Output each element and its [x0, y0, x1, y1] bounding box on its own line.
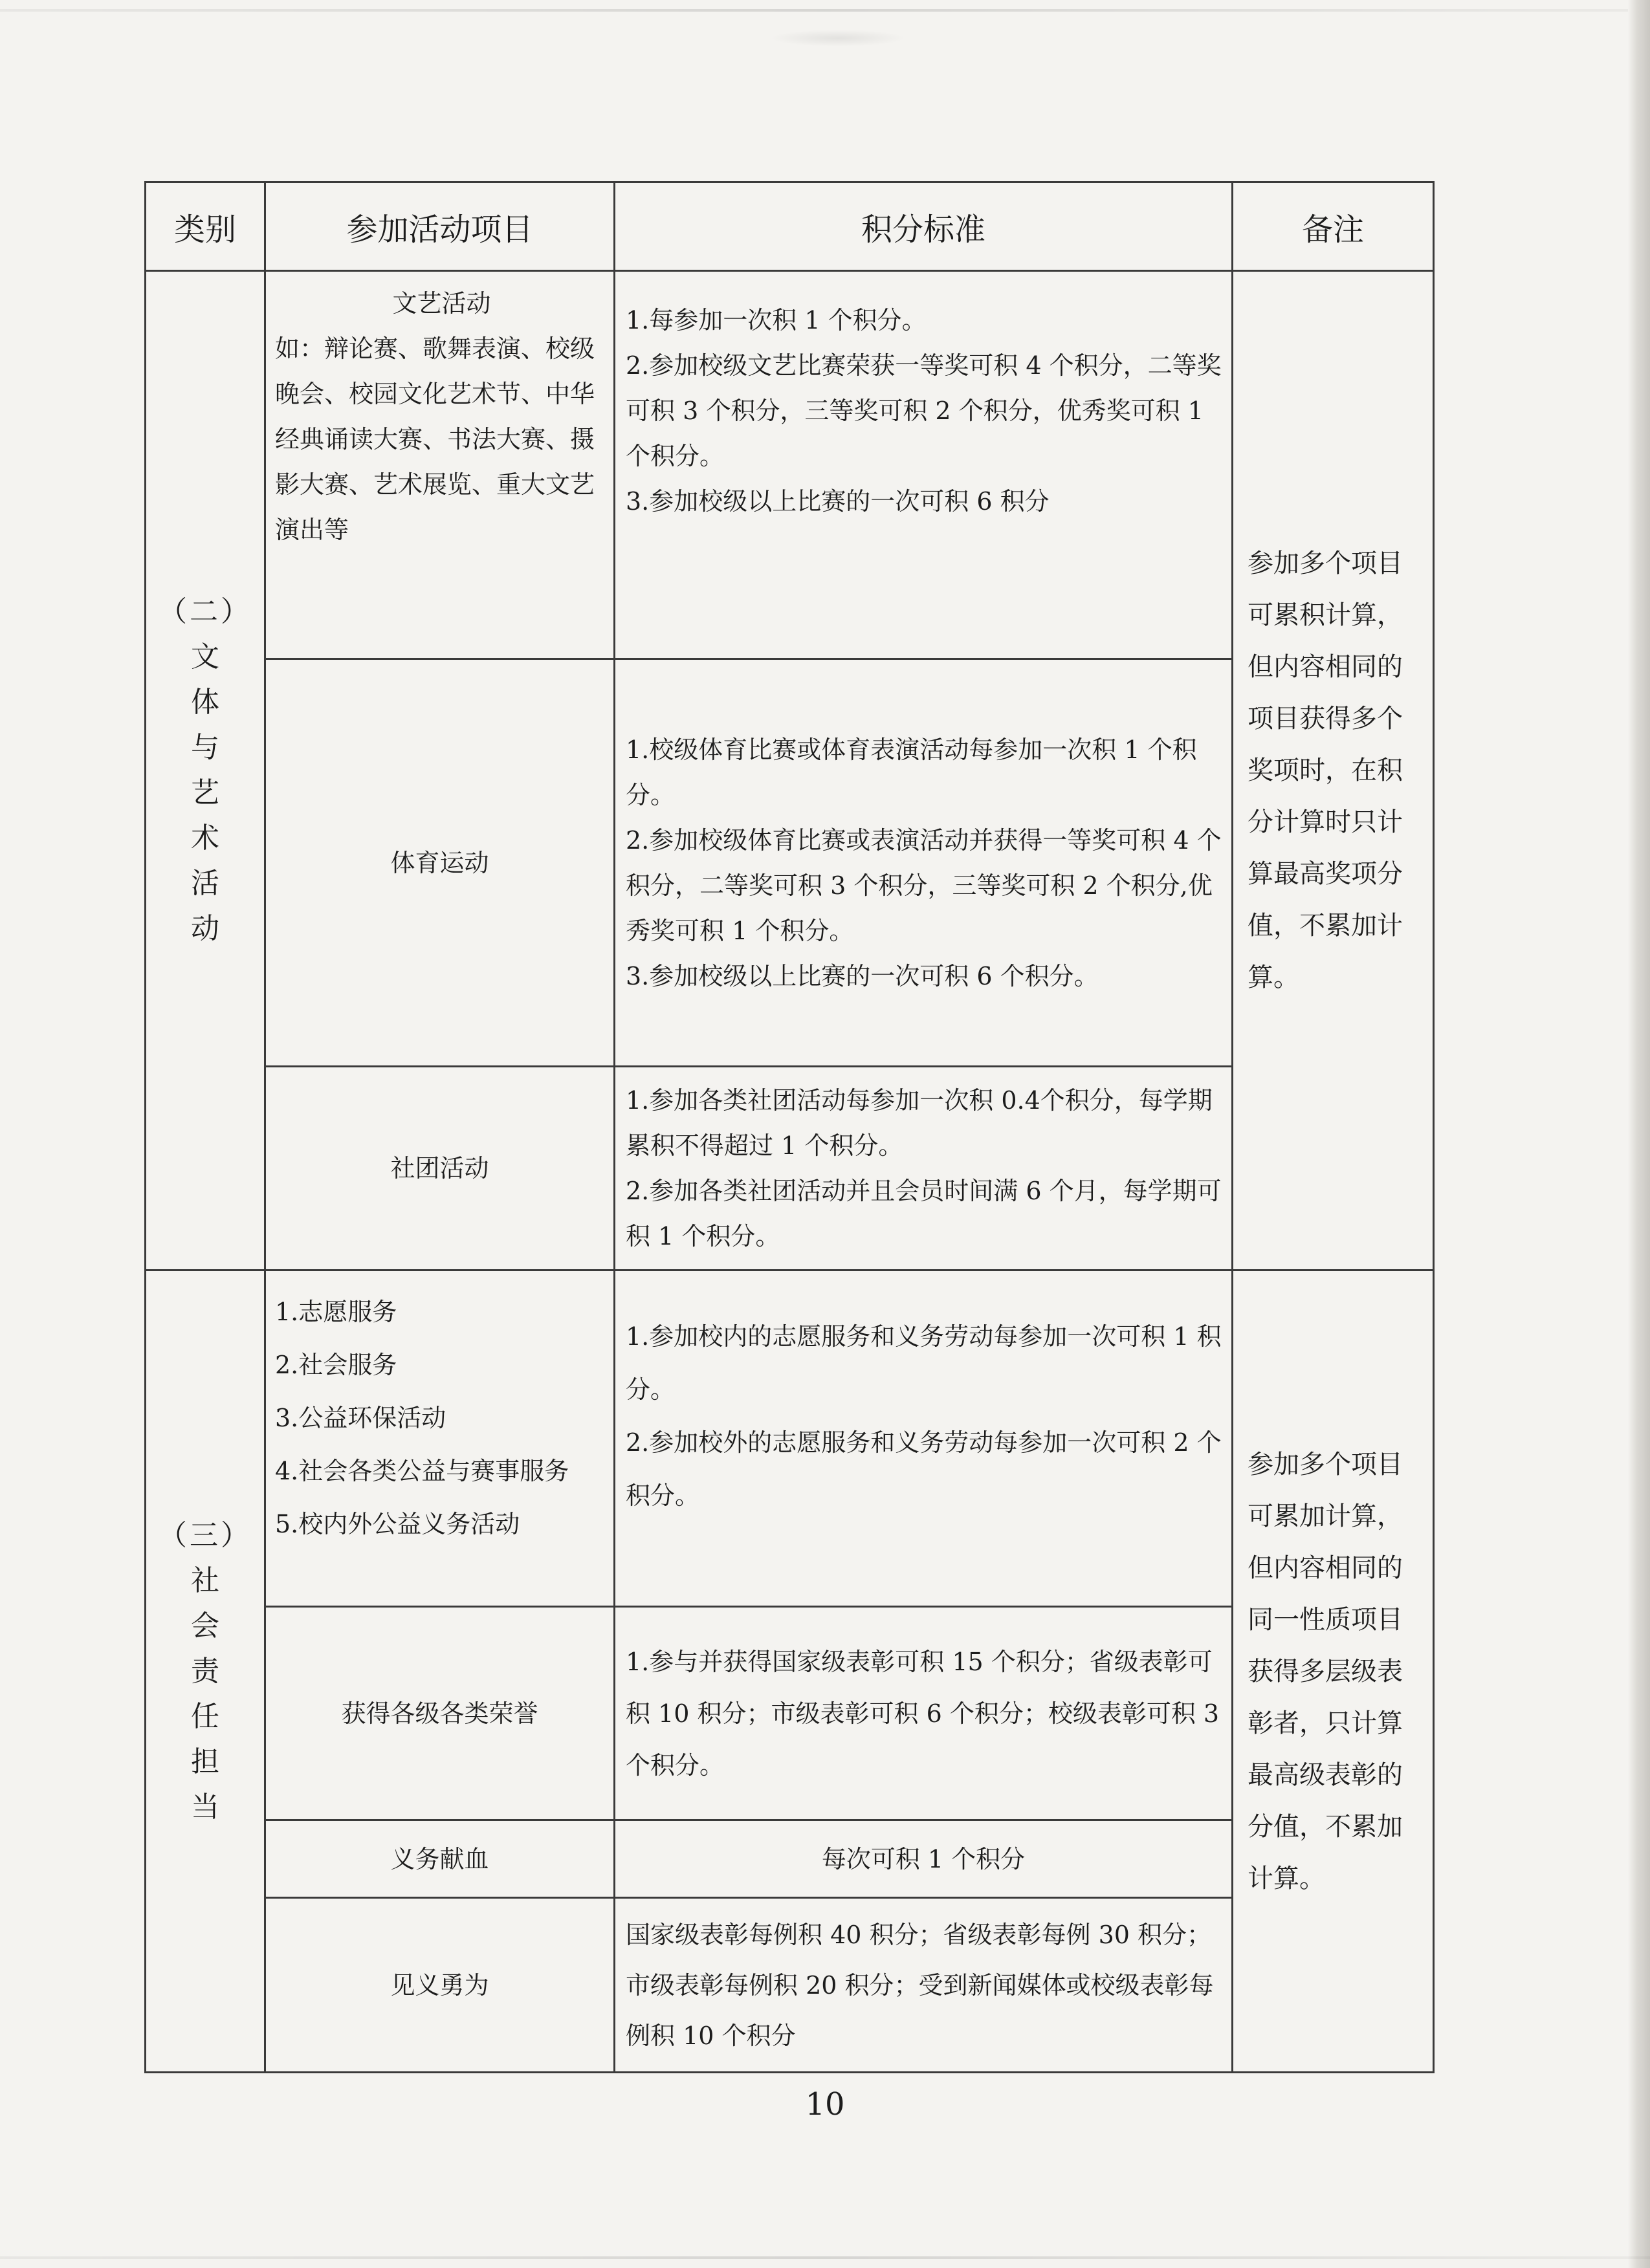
note-text: 参加多个项目可累积计算，但内容相同的项目获得多个奖项时，在积分计算时只计算最高奖项分值，不累加计算。 — [1248, 549, 1403, 992]
category-char: 艺 — [191, 776, 219, 809]
activity-cell-sports — [265, 659, 615, 1067]
standard-line: 2.参加校级文艺比赛荣获一等奖可积 4 个积分，二等奖可积 3 个积分，三等奖可积 2 个积分，优秀奖可积 1 个积分。 — [626, 351, 1222, 470]
standard-line: 每次可积 1 个积分 — [821, 1844, 1026, 1873]
standard-line: 1.参与并获得国家级表彰可积 15 个积分；省级表彰可积 10 积分；市级表彰可积 6 个积分；校级表彰可积 3 个积分。 — [626, 1647, 1220, 1780]
activity-item: 3.公益环保活动 — [275, 1404, 446, 1432]
standard-line: 2.参加校级体育比赛或表演活动并获得一等奖可积 4 个积分，二等奖可积 3 个积分，三等奖可积 2 个积分,优秀奖可积 1 个积分。 — [626, 825, 1222, 945]
category-cell-social-responsibility — [146, 1270, 265, 2073]
activity-cell-clubs — [265, 1067, 615, 1270]
activity-cell-arts — [265, 271, 615, 659]
note-cell-social-responsibility — [1233, 1270, 1434, 2073]
activity-title: 义务献血 — [390, 1844, 489, 1873]
page-edge-shadow — [1628, 0, 1650, 2268]
category-char: 术 — [191, 822, 219, 855]
activity-title: 见义勇为 — [390, 1970, 489, 2000]
category-char: 社 — [191, 1564, 219, 1597]
header-activity: 参加活动项目 — [265, 182, 615, 271]
category-char: 文 — [191, 640, 219, 673]
category-number: （二） — [159, 595, 252, 628]
activity-cell-blood-donation — [265, 1820, 615, 1898]
scan-artifact-top — [0, 9, 1650, 12]
header-note: 备注 — [1233, 182, 1434, 271]
standard-line: 1.参加各类社团活动每参加一次积 0.4个积分，每学期累积不得超过 1 个积分。 — [626, 1086, 1213, 1160]
standard-line: 2.参加校外的志愿服务和义务劳动每参加一次可积 2 个积分。 — [626, 1428, 1222, 1510]
category-char: 担 — [191, 1745, 219, 1778]
category-char: 活 — [191, 867, 219, 900]
activity-cell-bravery — [265, 1898, 615, 2073]
standard-line: 1.参加校内的志愿服务和义务劳动每参加一次可积 1 积分。 — [626, 1322, 1222, 1404]
activity-cell-volunteer — [265, 1270, 615, 1607]
category-char: 体 — [191, 686, 219, 719]
category-char: 责 — [191, 1654, 219, 1688]
standard-line: 1.每参加一次积 1 个积分。 — [626, 306, 927, 334]
note-cell-culture-sports-arts — [1233, 271, 1434, 1270]
standard-line: 1.校级体育比赛或体育表演活动每参加一次积 1 个积分。 — [626, 735, 1197, 809]
category-char: 任 — [191, 1699, 219, 1733]
table-row — [146, 1270, 1434, 1607]
standard-cell-sports — [615, 659, 1233, 1067]
standard-cell-arts — [615, 271, 1233, 659]
header-category: 类别 — [146, 182, 265, 271]
category-char: 与 — [191, 731, 219, 764]
header-standard: 积分标准 — [615, 182, 1233, 271]
page-number: 10 — [805, 2086, 845, 2122]
activity-item: 5.校内外公益义务活动 — [275, 1510, 520, 1538]
standard-line: 2.参加各类社团活动并且会员时间满 6 个月，每学期可积 1 个积分。 — [626, 1177, 1222, 1250]
activity-item: 4.社会各类公益与赛事服务 — [275, 1457, 569, 1485]
activity-item: 1.志愿服务 — [275, 1298, 397, 1326]
table-row — [146, 271, 1434, 659]
activity-item: 2.社会服务 — [275, 1351, 397, 1379]
standard-cell-honors — [615, 1607, 1233, 1820]
category-char: 动 — [191, 912, 219, 945]
category-number: （三） — [159, 1518, 252, 1552]
activity-title: 体育运动 — [390, 848, 489, 877]
scan-artifact-bottom — [0, 2256, 1650, 2259]
activity-title: 文艺活动 — [392, 289, 491, 318]
category-char: 当 — [191, 1790, 219, 1824]
standard-cell-blood-donation — [615, 1820, 1233, 1898]
activity-title: 获得各级各类荣誉 — [341, 1699, 538, 1728]
scan-smudge — [770, 30, 906, 47]
standard-cell-clubs — [615, 1067, 1233, 1270]
table-header-row — [146, 182, 1434, 271]
category-char: 会 — [191, 1609, 219, 1642]
activity-title: 社团活动 — [390, 1154, 489, 1183]
standard-line: 3.参加校级以上比赛的一次可积 6 积分 — [626, 487, 1050, 516]
standard-cell-bravery — [615, 1898, 1233, 2073]
category-cell-culture-sports-arts — [146, 271, 265, 1270]
standard-line: 国家级表彰每例积 40 积分；省级表彰每例 30 积分；市级表彰每例积 20 积分；受到新闻媒体或校级表彰每例积 10 个积分 — [626, 1920, 1214, 2050]
score-table — [144, 181, 1435, 2073]
activity-cell-honors — [265, 1607, 615, 1820]
activity-detail: 如：辩论赛、歌舞表演、校级晚会、校园文化艺术节、中华经典诵读大赛、书法大赛、摄影大赛、艺术展览、重大文艺演出等 — [275, 334, 595, 544]
standard-line: 3.参加校级以上比赛的一次可积 6 个积分。 — [626, 961, 1099, 990]
note-text: 参加多个项目可累加计算，但内容相同的同一性质项目获得多层级表彰者，只计算最高级表彰的分值，不累加计算。 — [1248, 1449, 1403, 1893]
standard-cell-volunteer — [615, 1270, 1233, 1607]
